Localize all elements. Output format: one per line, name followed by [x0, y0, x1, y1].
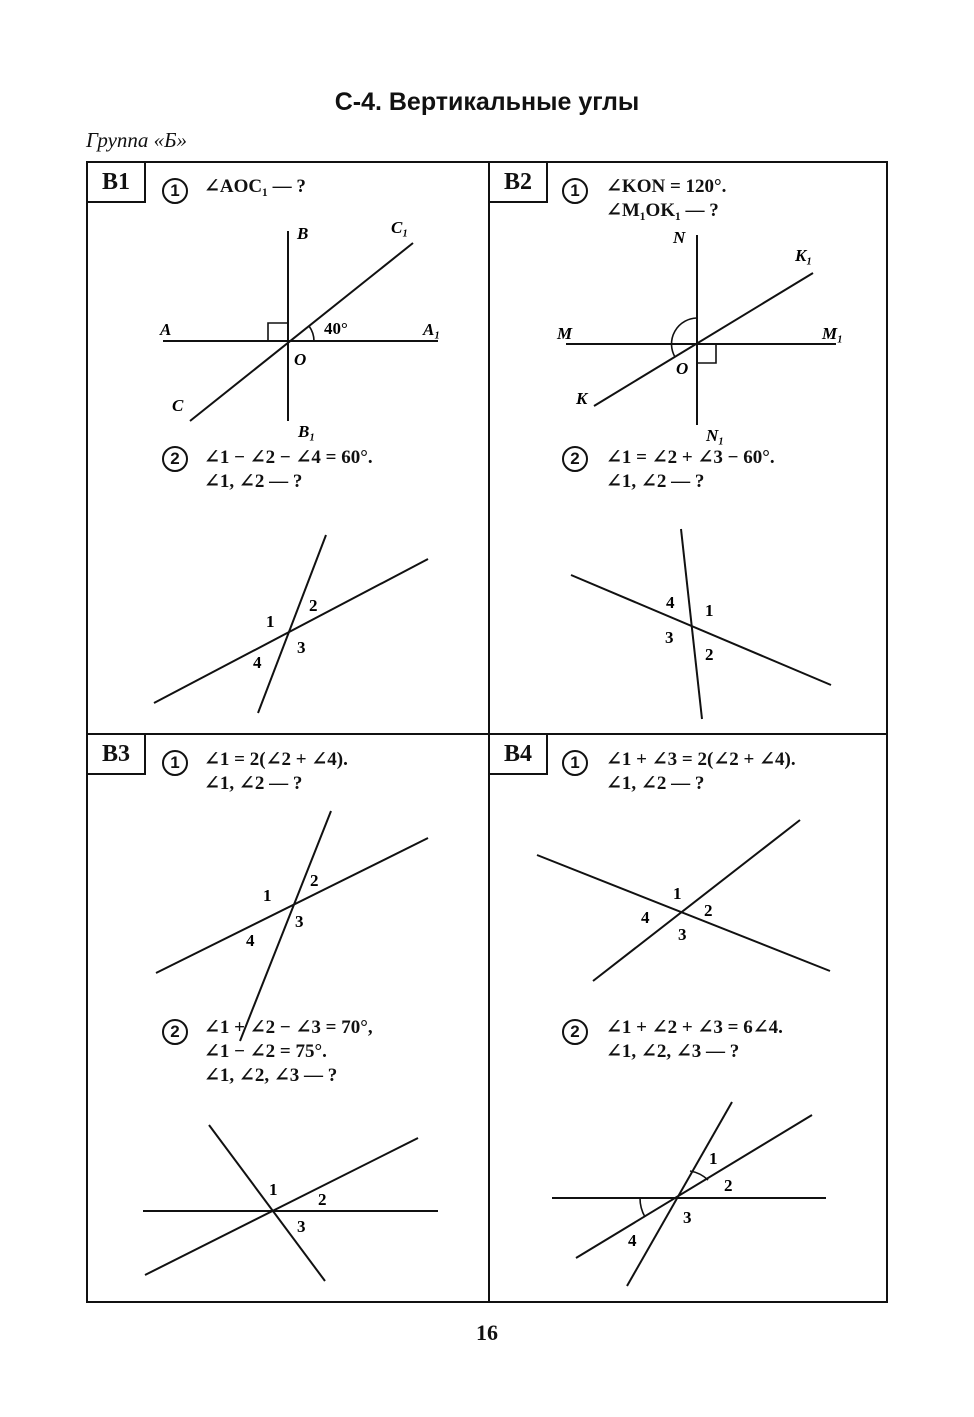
line-cc1 [190, 243, 413, 421]
task-line: ∠1, ∠2 — ? [606, 773, 705, 794]
task-line: ∠1 = 2(∠2 + ∠4). [204, 749, 348, 770]
angle-arc-right [690, 1171, 708, 1180]
line-1 [571, 575, 831, 685]
angle-label-3: 3 [297, 638, 306, 657]
angle-label-2: 2 [724, 1176, 733, 1195]
label-k: K [576, 389, 588, 408]
label-o: O [294, 350, 307, 369]
angle-label-1: 1 [269, 1180, 278, 1199]
label-c1: C₁ [391, 218, 409, 237]
task-line: ∠1, ∠2, ∠3 — ? [204, 1065, 338, 1086]
task1-text [606, 175, 726, 223]
line-1 [154, 559, 428, 703]
angle-label-4: 4 [628, 1231, 637, 1250]
page-number: 16 [476, 1320, 498, 1345]
angle-label-4: 4 [641, 908, 650, 927]
label-a: A [160, 320, 172, 339]
angle-label-4: 4 [666, 593, 675, 612]
label-b1: B₁ [298, 422, 316, 441]
angle-label-2: 2 [704, 901, 713, 920]
angle-label-4: 4 [246, 931, 255, 950]
line-falling [209, 1125, 325, 1281]
line-rising [145, 1138, 418, 1275]
variants-grid [86, 161, 888, 1303]
task-line: ∠1, ∠2 — ? [204, 773, 303, 794]
variant-b3-cell [88, 735, 488, 1305]
task-line: ∠1, ∠2 — ? [606, 471, 705, 492]
page-title: С-4. Вертикальные углы [334, 88, 640, 116]
variant-b4-cell [490, 735, 890, 1305]
angle-label-4: 4 [253, 653, 262, 672]
task-number-2: 2 [562, 446, 588, 472]
label-angle-40: 40° [324, 319, 348, 338]
task2-text [606, 1016, 783, 1064]
variant-tag: В1 [88, 163, 146, 203]
label-n: N [673, 228, 686, 247]
right-angle-mark [697, 344, 716, 363]
angle-label-1: 1 [705, 601, 714, 620]
task-line: ∠1 + ∠2 − ∠3 = 70°, [204, 1017, 373, 1038]
variant-tag: В4 [490, 735, 548, 775]
angle-label-1: 1 [709, 1149, 718, 1168]
variant-b1-cell [88, 163, 488, 733]
task-line: ∠1 − ∠2 − ∠4 = 60°. [204, 447, 373, 468]
line-2 [240, 811, 331, 1041]
task-line: ∠1, ∠2, ∠3 — ? [606, 1041, 740, 1062]
task2-text [204, 446, 373, 494]
task-number-2: 2 [162, 446, 188, 472]
angle-label-3: 3 [683, 1208, 692, 1227]
task-line: ∠1, ∠2 — ? [204, 471, 303, 492]
line-1 [156, 838, 428, 973]
task-number-1: 1 [562, 178, 588, 204]
label-n1: N₁ [706, 426, 725, 445]
task-number-1: 1 [162, 178, 188, 204]
task-line: ∠1 + ∠3 = 2(∠2 + ∠4). [606, 749, 796, 770]
angle-arc-left [640, 1198, 645, 1217]
angle-label-1: 1 [266, 612, 275, 631]
task2-text [204, 1016, 373, 1088]
label-o: O [676, 359, 689, 378]
task1-text [204, 748, 348, 796]
task-number-2: 2 [162, 1019, 188, 1045]
label-m: M [557, 324, 573, 343]
angle-label-2: 2 [318, 1190, 327, 1209]
variant-tag: В2 [490, 163, 548, 203]
variant-tag: В3 [88, 735, 146, 775]
angle-label-3: 3 [678, 925, 687, 944]
right-angle-mark [268, 323, 288, 341]
task-number-1: 1 [162, 750, 188, 776]
task-line: ∠1 − ∠2 = 75°. [204, 1041, 327, 1062]
task-number-2: 2 [562, 1019, 588, 1045]
task-line: ∠M₁OK₁ — ? [606, 200, 719, 221]
variant-b2-cell [490, 163, 890, 733]
line-1 [537, 855, 830, 971]
label-b: B [297, 224, 309, 243]
task-line: ∠KON = 120°. [606, 176, 727, 197]
angle-label-3: 3 [665, 628, 674, 647]
task-line: ∠1 + ∠2 + ∠3 = 6∠4. [606, 1017, 783, 1038]
line-2 [681, 529, 702, 719]
label-m1: M₁ [822, 324, 844, 343]
angle-label-1: 1 [263, 886, 272, 905]
task1-text [204, 175, 306, 199]
angle-label-3: 3 [295, 912, 304, 931]
task2-text [606, 446, 775, 494]
line-rising-steep [627, 1102, 732, 1286]
angle-label-3: 3 [297, 1217, 306, 1236]
line-kk1 [594, 273, 813, 406]
angle-arc-40 [309, 326, 314, 341]
task1-text [606, 748, 796, 796]
task-number-1: 1 [562, 750, 588, 776]
line-2 [593, 820, 800, 981]
task-line: ∠1 = ∠2 + ∠3 − 60°. [606, 447, 775, 468]
group-label: Группа «Б» [86, 128, 188, 152]
label-a1: A₁ [423, 320, 441, 339]
label-c: C [172, 396, 184, 415]
angle-label-2: 2 [310, 871, 319, 890]
angle-label-2: 2 [309, 596, 318, 615]
angle-label-1: 1 [673, 884, 682, 903]
line-rising-shallow [576, 1115, 812, 1258]
angle-label-2: 2 [705, 645, 714, 664]
task-line: ∠AOC₁ — ? [204, 176, 306, 197]
label-k1: K₁ [795, 246, 813, 265]
